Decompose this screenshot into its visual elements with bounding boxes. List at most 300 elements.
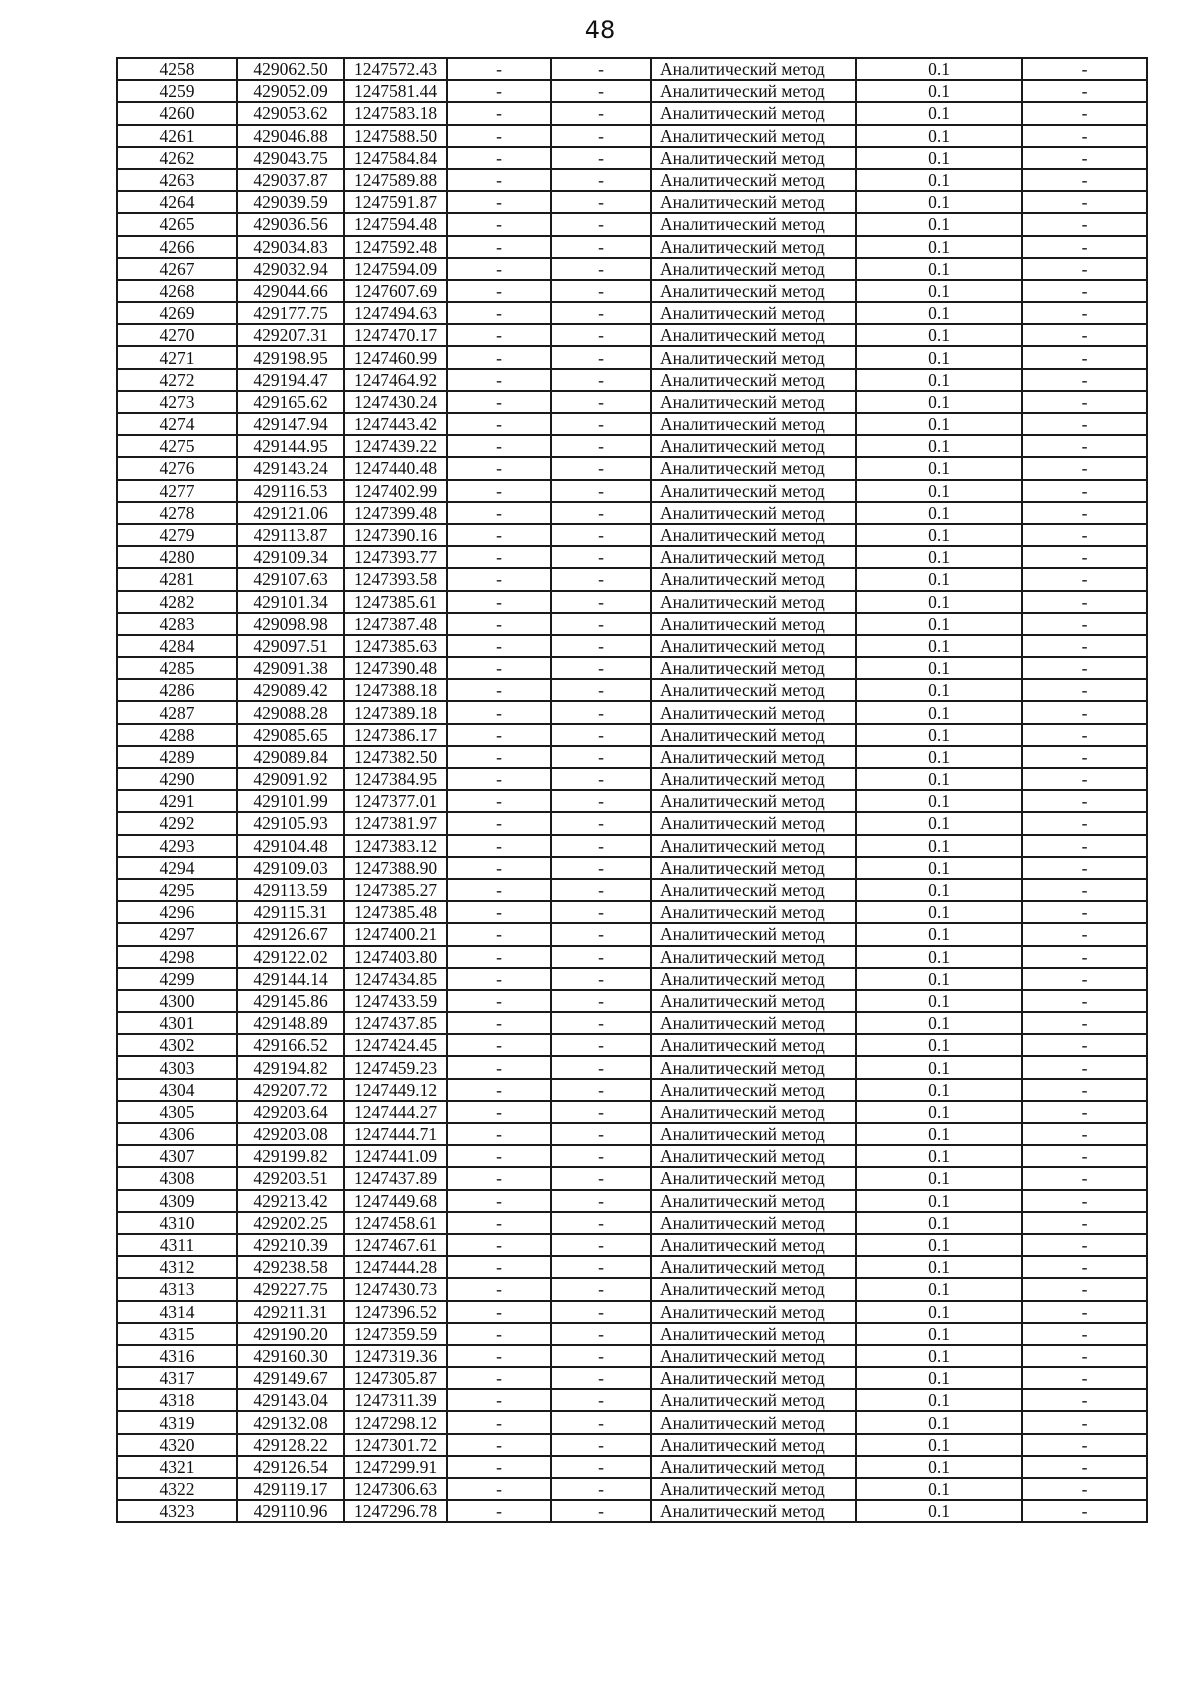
accuracy-cell: 0.1 <box>856 613 1022 635</box>
table-row <box>117 1345 1147 1367</box>
accuracy-cell: 0.1 <box>856 1434 1022 1456</box>
empty-cell-a: - <box>447 236 551 258</box>
empty-cell-c: - <box>1022 1256 1147 1278</box>
table-row <box>117 923 1147 945</box>
table-row <box>117 679 1147 701</box>
point-number-cell: 4266 <box>117 236 237 258</box>
table-row <box>117 1301 1147 1323</box>
point-number-cell: 4323 <box>117 1500 237 1522</box>
empty-cell-b: - <box>551 58 651 80</box>
accuracy-cell: 0.1 <box>856 302 1022 324</box>
table-row <box>117 280 1147 302</box>
point-number-cell: 4305 <box>117 1101 237 1123</box>
point-number-cell: 4314 <box>117 1301 237 1323</box>
accuracy-cell: 0.1 <box>856 191 1022 213</box>
y-coordinate-cell: 1247444.28 <box>344 1256 447 1278</box>
y-coordinate-cell: 1247588.50 <box>344 125 447 147</box>
point-number-cell: 4291 <box>117 790 237 812</box>
empty-cell-c: - <box>1022 1034 1147 1056</box>
accuracy-cell: 0.1 <box>856 879 1022 901</box>
method-cell: Аналитический метод <box>651 1145 856 1167</box>
empty-cell-a: - <box>447 1212 551 1234</box>
method-cell: Аналитический метод <box>651 169 856 191</box>
accuracy-cell: 0.1 <box>856 147 1022 169</box>
empty-cell-c: - <box>1022 1079 1147 1101</box>
x-coordinate-cell: 429213.42 <box>237 1190 344 1212</box>
empty-cell-c: - <box>1022 524 1147 546</box>
point-number-cell: 4278 <box>117 502 237 524</box>
empty-cell-b: - <box>551 1079 651 1101</box>
empty-cell-c: - <box>1022 258 1147 280</box>
table-row <box>117 524 1147 546</box>
table-row <box>117 191 1147 213</box>
point-number-cell: 4295 <box>117 879 237 901</box>
accuracy-cell: 0.1 <box>856 102 1022 124</box>
table-row <box>117 480 1147 502</box>
method-cell: Аналитический метод <box>651 657 856 679</box>
point-number-cell: 4290 <box>117 768 237 790</box>
table-row <box>117 1456 1147 1478</box>
point-number-cell: 4316 <box>117 1345 237 1367</box>
point-number-cell: 4286 <box>117 679 237 701</box>
accuracy-cell: 0.1 <box>856 1212 1022 1234</box>
empty-cell-c: - <box>1022 125 1147 147</box>
empty-cell-b: - <box>551 812 651 834</box>
empty-cell-a: - <box>447 346 551 368</box>
x-coordinate-cell: 429194.47 <box>237 369 344 391</box>
x-coordinate-cell: 429105.93 <box>237 812 344 834</box>
empty-cell-a: - <box>447 701 551 723</box>
x-coordinate-cell: 429107.63 <box>237 568 344 590</box>
accuracy-cell: 0.1 <box>856 80 1022 102</box>
empty-cell-c: - <box>1022 435 1147 457</box>
empty-cell-b: - <box>551 169 651 191</box>
table-row <box>117 635 1147 657</box>
point-number-cell: 4276 <box>117 457 237 479</box>
table-row <box>117 435 1147 457</box>
empty-cell-c: - <box>1022 457 1147 479</box>
point-number-cell: 4300 <box>117 990 237 1012</box>
accuracy-cell: 0.1 <box>856 1500 1022 1522</box>
empty-cell-b: - <box>551 1034 651 1056</box>
empty-cell-c: - <box>1022 147 1147 169</box>
x-coordinate-cell: 429145.86 <box>237 990 344 1012</box>
empty-cell-a: - <box>447 768 551 790</box>
accuracy-cell: 0.1 <box>856 901 1022 923</box>
y-coordinate-cell: 1247319.36 <box>344 1345 447 1367</box>
empty-cell-a: - <box>447 1323 551 1345</box>
table-row <box>117 1389 1147 1411</box>
empty-cell-c: - <box>1022 724 1147 746</box>
point-number-cell: 4317 <box>117 1367 237 1389</box>
x-coordinate-cell: 429097.51 <box>237 635 344 657</box>
empty-cell-b: - <box>551 258 651 280</box>
y-coordinate-cell: 1247381.97 <box>344 812 447 834</box>
x-coordinate-cell: 429052.09 <box>237 80 344 102</box>
y-coordinate-cell: 1247458.61 <box>344 1212 447 1234</box>
empty-cell-a: - <box>447 591 551 613</box>
table-row <box>117 768 1147 790</box>
x-coordinate-cell: 429126.54 <box>237 1456 344 1478</box>
point-number-cell: 4282 <box>117 591 237 613</box>
accuracy-cell: 0.1 <box>856 1323 1022 1345</box>
method-cell: Аналитический метод <box>651 568 856 590</box>
empty-cell-b: - <box>551 102 651 124</box>
y-coordinate-cell: 1247607.69 <box>344 280 447 302</box>
x-coordinate-cell: 429166.52 <box>237 1034 344 1056</box>
empty-cell-b: - <box>551 1234 651 1256</box>
method-cell: Аналитический метод <box>651 324 856 346</box>
method-cell: Аналитический метод <box>651 1190 856 1212</box>
empty-cell-c: - <box>1022 1190 1147 1212</box>
x-coordinate-cell: 429143.04 <box>237 1389 344 1411</box>
empty-cell-c: - <box>1022 679 1147 701</box>
table-row <box>117 346 1147 368</box>
table-row <box>117 1323 1147 1345</box>
empty-cell-a: - <box>447 169 551 191</box>
y-coordinate-cell: 1247434.85 <box>344 968 447 990</box>
y-coordinate-cell: 1247396.52 <box>344 1301 447 1323</box>
empty-cell-b: - <box>551 1212 651 1234</box>
empty-cell-c: - <box>1022 1301 1147 1323</box>
y-coordinate-cell: 1247386.17 <box>344 724 447 746</box>
empty-cell-c: - <box>1022 968 1147 990</box>
x-coordinate-cell: 429198.95 <box>237 346 344 368</box>
x-coordinate-cell: 429147.94 <box>237 413 344 435</box>
accuracy-cell: 0.1 <box>856 58 1022 80</box>
x-coordinate-cell: 429199.82 <box>237 1145 344 1167</box>
accuracy-cell: 0.1 <box>856 369 1022 391</box>
coordinates-table <box>116 57 1148 1523</box>
table-row <box>117 125 1147 147</box>
empty-cell-a: - <box>447 1411 551 1433</box>
point-number-cell: 4263 <box>117 169 237 191</box>
method-cell: Аналитический метод <box>651 679 856 701</box>
x-coordinate-cell: 429210.39 <box>237 1234 344 1256</box>
table-row <box>117 879 1147 901</box>
table-row <box>117 457 1147 479</box>
table-row <box>117 1478 1147 1500</box>
point-number-cell: 4264 <box>117 191 237 213</box>
empty-cell-b: - <box>551 879 651 901</box>
y-coordinate-cell: 1247389.18 <box>344 701 447 723</box>
method-cell: Аналитический метод <box>651 524 856 546</box>
method-cell: Аналитический метод <box>651 1101 856 1123</box>
point-number-cell: 4311 <box>117 1234 237 1256</box>
method-cell: Аналитический метод <box>651 80 856 102</box>
accuracy-cell: 0.1 <box>856 280 1022 302</box>
y-coordinate-cell: 1247385.27 <box>344 879 447 901</box>
empty-cell-b: - <box>551 746 651 768</box>
point-number-cell: 4285 <box>117 657 237 679</box>
accuracy-cell: 0.1 <box>856 457 1022 479</box>
empty-cell-a: - <box>447 102 551 124</box>
point-number-cell: 4320 <box>117 1434 237 1456</box>
point-number-cell: 4292 <box>117 812 237 834</box>
empty-cell-c: - <box>1022 657 1147 679</box>
table-body <box>117 58 1147 1522</box>
table-row <box>117 1056 1147 1078</box>
x-coordinate-cell: 429190.20 <box>237 1323 344 1345</box>
point-number-cell: 4260 <box>117 102 237 124</box>
empty-cell-c: - <box>1022 324 1147 346</box>
point-number-cell: 4306 <box>117 1123 237 1145</box>
method-cell: Аналитический метод <box>651 1500 856 1522</box>
empty-cell-c: - <box>1022 879 1147 901</box>
method-cell: Аналитический метод <box>651 191 856 213</box>
page-number: 48 <box>584 16 616 44</box>
accuracy-cell: 0.1 <box>856 812 1022 834</box>
empty-cell-a: - <box>447 568 551 590</box>
empty-cell-a: - <box>447 1079 551 1101</box>
x-coordinate-cell: 429043.75 <box>237 147 344 169</box>
y-coordinate-cell: 1247385.63 <box>344 635 447 657</box>
empty-cell-a: - <box>447 1456 551 1478</box>
empty-cell-a: - <box>447 1145 551 1167</box>
method-cell: Аналитический метод <box>651 835 856 857</box>
empty-cell-c: - <box>1022 613 1147 635</box>
point-number-cell: 4268 <box>117 280 237 302</box>
empty-cell-b: - <box>551 546 651 568</box>
x-coordinate-cell: 429194.82 <box>237 1056 344 1078</box>
method-cell: Аналитический метод <box>651 946 856 968</box>
empty-cell-c: - <box>1022 1456 1147 1478</box>
empty-cell-c: - <box>1022 480 1147 502</box>
table-row <box>117 812 1147 834</box>
empty-cell-b: - <box>551 213 651 235</box>
empty-cell-b: - <box>551 302 651 324</box>
empty-cell-a: - <box>447 457 551 479</box>
accuracy-cell: 0.1 <box>856 324 1022 346</box>
point-number-cell: 4277 <box>117 480 237 502</box>
empty-cell-b: - <box>551 413 651 435</box>
point-number-cell: 4289 <box>117 746 237 768</box>
table-row <box>117 302 1147 324</box>
point-number-cell: 4261 <box>117 125 237 147</box>
empty-cell-a: - <box>447 1500 551 1522</box>
method-cell: Аналитический метод <box>651 1256 856 1278</box>
table-row <box>117 1190 1147 1212</box>
empty-cell-a: - <box>447 1345 551 1367</box>
empty-cell-b: - <box>551 480 651 502</box>
x-coordinate-cell: 429091.92 <box>237 768 344 790</box>
x-coordinate-cell: 429160.30 <box>237 1345 344 1367</box>
accuracy-cell: 0.1 <box>856 1301 1022 1323</box>
empty-cell-b: - <box>551 990 651 1012</box>
empty-cell-a: - <box>447 1034 551 1056</box>
y-coordinate-cell: 1247459.23 <box>344 1056 447 1078</box>
table-row <box>117 746 1147 768</box>
point-number-cell: 4313 <box>117 1278 237 1300</box>
empty-cell-b: - <box>551 502 651 524</box>
table-row <box>117 1434 1147 1456</box>
empty-cell-b: - <box>551 1012 651 1034</box>
y-coordinate-cell: 1247383.12 <box>344 835 447 857</box>
y-coordinate-cell: 1247301.72 <box>344 1434 447 1456</box>
empty-cell-b: - <box>551 1056 651 1078</box>
empty-cell-a: - <box>447 724 551 746</box>
empty-cell-b: - <box>551 1367 651 1389</box>
empty-cell-a: - <box>447 1278 551 1300</box>
point-number-cell: 4273 <box>117 391 237 413</box>
empty-cell-c: - <box>1022 1056 1147 1078</box>
y-coordinate-cell: 1247399.48 <box>344 502 447 524</box>
point-number-cell: 4304 <box>117 1079 237 1101</box>
accuracy-cell: 0.1 <box>856 1389 1022 1411</box>
accuracy-cell: 0.1 <box>856 746 1022 768</box>
method-cell: Аналитический метод <box>651 1434 856 1456</box>
method-cell: Аналитический метод <box>651 391 856 413</box>
table-row <box>117 901 1147 923</box>
table-row <box>117 613 1147 635</box>
empty-cell-a: - <box>447 1123 551 1145</box>
point-number-cell: 4319 <box>117 1411 237 1433</box>
x-coordinate-cell: 429144.95 <box>237 435 344 457</box>
table-row <box>117 1034 1147 1056</box>
empty-cell-b: - <box>551 324 651 346</box>
empty-cell-b: - <box>551 369 651 391</box>
method-cell: Аналитический метод <box>651 1367 856 1389</box>
method-cell: Аналитический метод <box>651 635 856 657</box>
empty-cell-c: - <box>1022 1411 1147 1433</box>
method-cell: Аналитический метод <box>651 879 856 901</box>
accuracy-cell: 0.1 <box>856 568 1022 590</box>
point-number-cell: 4296 <box>117 901 237 923</box>
point-number-cell: 4297 <box>117 923 237 945</box>
empty-cell-a: - <box>447 835 551 857</box>
table-row <box>117 147 1147 169</box>
method-cell: Аналитический метод <box>651 346 856 368</box>
empty-cell-c: - <box>1022 1101 1147 1123</box>
accuracy-cell: 0.1 <box>856 679 1022 701</box>
method-cell: Аналитический метод <box>651 1411 856 1433</box>
y-coordinate-cell: 1247305.87 <box>344 1367 447 1389</box>
table-row <box>117 502 1147 524</box>
x-coordinate-cell: 429113.87 <box>237 524 344 546</box>
empty-cell-b: - <box>551 901 651 923</box>
method-cell: Аналитический метод <box>651 457 856 479</box>
accuracy-cell: 0.1 <box>856 502 1022 524</box>
method-cell: Аналитический метод <box>651 1056 856 1078</box>
y-coordinate-cell: 1247584.84 <box>344 147 447 169</box>
empty-cell-a: - <box>447 946 551 968</box>
point-number-cell: 4265 <box>117 213 237 235</box>
table-row <box>117 1500 1147 1522</box>
method-cell: Аналитический метод <box>651 413 856 435</box>
empty-cell-b: - <box>551 435 651 457</box>
x-coordinate-cell: 429098.98 <box>237 613 344 635</box>
empty-cell-b: - <box>551 125 651 147</box>
x-coordinate-cell: 429109.34 <box>237 546 344 568</box>
table-row <box>117 324 1147 346</box>
y-coordinate-cell: 1247384.95 <box>344 768 447 790</box>
accuracy-cell: 0.1 <box>856 790 1022 812</box>
point-number-cell: 4293 <box>117 835 237 857</box>
x-coordinate-cell: 429046.88 <box>237 125 344 147</box>
x-coordinate-cell: 429085.65 <box>237 724 344 746</box>
table-row <box>117 990 1147 1012</box>
empty-cell-b: - <box>551 1145 651 1167</box>
y-coordinate-cell: 1247403.80 <box>344 946 447 968</box>
empty-cell-b: - <box>551 1190 651 1212</box>
x-coordinate-cell: 429165.62 <box>237 391 344 413</box>
empty-cell-c: - <box>1022 546 1147 568</box>
empty-cell-b: - <box>551 1323 651 1345</box>
method-cell: Аналитический метод <box>651 147 856 169</box>
empty-cell-b: - <box>551 191 651 213</box>
method-cell: Аналитический метод <box>651 857 856 879</box>
point-number-cell: 4303 <box>117 1056 237 1078</box>
accuracy-cell: 0.1 <box>856 236 1022 258</box>
method-cell: Аналитический метод <box>651 280 856 302</box>
y-coordinate-cell: 1247382.50 <box>344 746 447 768</box>
empty-cell-c: - <box>1022 923 1147 945</box>
empty-cell-a: - <box>447 1234 551 1256</box>
x-coordinate-cell: 429032.94 <box>237 258 344 280</box>
empty-cell-c: - <box>1022 1212 1147 1234</box>
empty-cell-a: - <box>447 857 551 879</box>
empty-cell-a: - <box>447 1101 551 1123</box>
accuracy-cell: 0.1 <box>856 1012 1022 1034</box>
accuracy-cell: 0.1 <box>856 391 1022 413</box>
accuracy-cell: 0.1 <box>856 125 1022 147</box>
x-coordinate-cell: 429203.51 <box>237 1167 344 1189</box>
method-cell: Аналитический метод <box>651 369 856 391</box>
y-coordinate-cell: 1247385.48 <box>344 901 447 923</box>
y-coordinate-cell: 1247594.48 <box>344 213 447 235</box>
table-row <box>117 968 1147 990</box>
empty-cell-a: - <box>447 80 551 102</box>
x-coordinate-cell: 429089.84 <box>237 746 344 768</box>
empty-cell-a: - <box>447 302 551 324</box>
y-coordinate-cell: 1247298.12 <box>344 1411 447 1433</box>
empty-cell-a: - <box>447 1012 551 1034</box>
method-cell: Аналитический метод <box>651 724 856 746</box>
y-coordinate-cell: 1247388.90 <box>344 857 447 879</box>
table-row <box>117 946 1147 968</box>
method-cell: Аналитический метод <box>651 613 856 635</box>
x-coordinate-cell: 429144.14 <box>237 968 344 990</box>
y-coordinate-cell: 1247591.87 <box>344 191 447 213</box>
empty-cell-a: - <box>447 58 551 80</box>
empty-cell-c: - <box>1022 1323 1147 1345</box>
x-coordinate-cell: 429122.02 <box>237 946 344 968</box>
y-coordinate-cell: 1247390.48 <box>344 657 447 679</box>
point-number-cell: 4275 <box>117 435 237 457</box>
empty-cell-b: - <box>551 946 651 968</box>
method-cell: Аналитический метод <box>651 790 856 812</box>
y-coordinate-cell: 1247444.71 <box>344 1123 447 1145</box>
empty-cell-b: - <box>551 1389 651 1411</box>
empty-cell-a: - <box>447 435 551 457</box>
y-coordinate-cell: 1247437.85 <box>344 1012 447 1034</box>
method-cell: Аналитический метод <box>651 1478 856 1500</box>
empty-cell-a: - <box>447 1190 551 1212</box>
method-cell: Аналитический метод <box>651 58 856 80</box>
method-cell: Аналитический метод <box>651 236 856 258</box>
empty-cell-a: - <box>447 923 551 945</box>
point-number-cell: 4310 <box>117 1212 237 1234</box>
table-row <box>117 1367 1147 1389</box>
empty-cell-c: - <box>1022 1167 1147 1189</box>
table-row <box>117 1212 1147 1234</box>
empty-cell-b: - <box>551 80 651 102</box>
accuracy-cell: 0.1 <box>856 169 1022 191</box>
empty-cell-a: - <box>447 480 551 502</box>
empty-cell-b: - <box>551 679 651 701</box>
x-coordinate-cell: 429062.50 <box>237 58 344 80</box>
y-coordinate-cell: 1247400.21 <box>344 923 447 945</box>
